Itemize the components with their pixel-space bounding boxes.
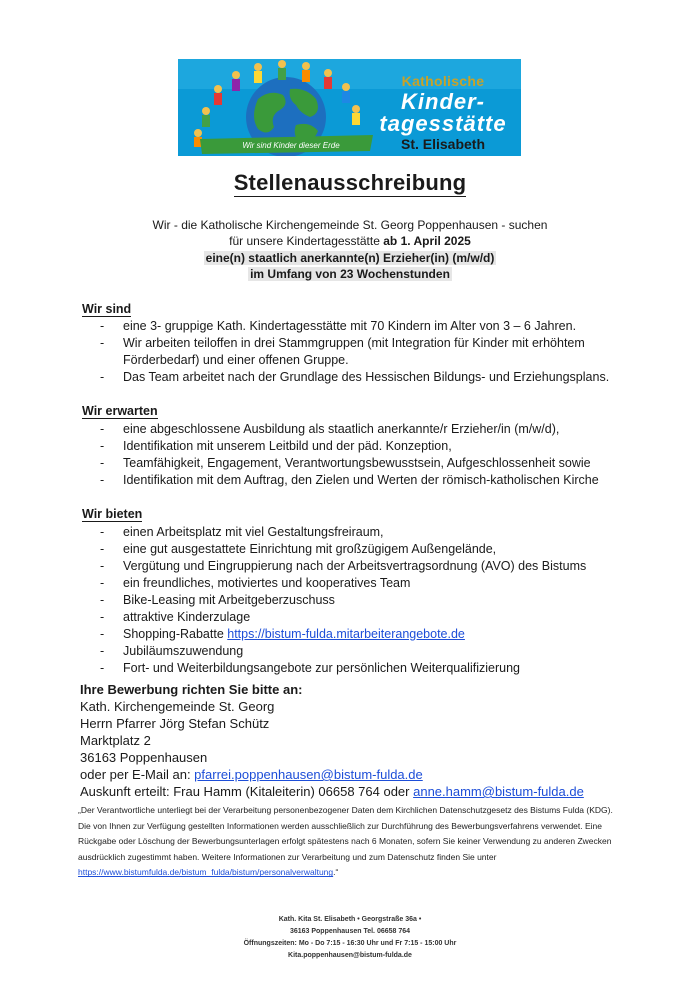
privacy-notice: „Der Verantwortliche unterliegt bei der Verarbeitung personenbezogener Daten dem Kirchlichen Datenschutzgesetz des Bistums Fulda (KDG). Die von Ihnen zur Verfügung gestellten Informationen werden ausschließlich zur Durchführung des Bewerbungsverfahrens verwendet. Eine Rückgabe oder Löschung der Bewerbungsunterlagen erfolgt spätestens nach 6 Monaten, sofern Sie keiner Verwendung zu anderen Zwecken ausdrücklich zugestimmt haben. Weitere Informationen zur Verarbeitung und zum Datenschutz finden Sie unter https://www.bistumfulda.de/bistum_fulda/bistum/personalverwaltung.“ bbox=[78, 805, 613, 878]
job-posting-page: Katholische Kinder- tagesstätte St. Elisabeth Wir sind Kinder dieser Erde Stellenausschreibung Wir - die Katholische Kirchengemeinde St. Georg Poppenhausen - suchen für unsere Kindertagesstätte ab 1. April 2025 eine(n) staatlich anerkannte(n) Erzieher(in) (m/w/d) im Umfang von 23 Wochenstunden Wir sind - eine 3- gruppige Kath. Kindertagesstätte mit 70 Kindern im Alter von 3 – 6 Jahren. - Wir arbeiten teiloffen in drei Stammgruppen (mit Integration für Kinder mit erhöhtem Förderbedarf) und einer offenen Gruppe. - Das Team arbeitet nach der Grundlage des Hessischen Bildungs- und Erziehungsplans. Wir erwarten - eine abgeschlossene Ausbildung als staatlich anerkannte/r Erzieher/in (m/w/d), - Identifikation mit unserem Leitbild und der päd. Konzeption, - Teamfähigkeit, Engagement, Verantwortungsbewusstsein, Aufgeschlossenheit sowie - Identifikation mit dem Auftrag, den Zielen und Werten der römisch-katholischen Kirche Wir bieten - einen Arbeitsplatz mit viel Gestaltungsfreiraum, - eine gut ausgestattete Einrichtung mit großzügigem Außengelände, - Vergütung und Eingruppierung nach der Arbeitsvertragsordnung (AVO) des Bistums - ein freundliches, motiviertes und kooperatives Team - Bike-Leasing mit Arbeitgeberzuschuss - attraktive Kinderzulage - Shopping-Rabatte https://bistum-fulda.mitarbeiterangebote.de - Jubiläumszuwendung - Fort- und Weiterbildungsangebote zur persönlichen Weiterqualifizierung Ihre Bewerbung richten Sie bitte an: Kath. Kirchengemeinde St. Georg Herrn Pfarrer Jörg Stefan Schütz Marktplatz 2 36163 Poppenhausen oder per E-Mail an: pfarrei.poppenhausen@bistum-fulda.de Auskunft erteilt: Frau Hamm (Kitaleiterin) 06658 764 oder anne.hamm@bistum-fulda.de „Der Verantwortliche unterliegt bei der Verarbeitung personenbezogener Daten dem Kirchlichen Datenschutzgesetz des Bistums Fulda (KDG). Die von Ihnen zur Verfügung gestellten Informationen werden ausschließlich zur Durchführung des Bewerbungsverfahrens verwendet. Eine Rückgabe oder Löschung der Bewerbungsunterlagen erfolgt spätestens nach 6 Monaten, sofern Sie keiner Verwendung zu anderen Zwecken ausdrücklich zugestimmt haben. Weitere Informationen zur Verarbeitung und zum Datenschutz finden Sie unter https://www.bistumfulda.de/bistum_fulda/bistum/personalverwaltung.“ Kath. Kita St. Elisabeth • Georgstraße 36a • 36163 Poppenhausen Tel. 06658 764 Öffnungszeiten: Mo - Do 7:15 - 16:30 Uhr und Fr 7:15 - 15:00 Uhr Kita.poppenhausen@bistum-fulda.de bbox=[0, 0, 700, 990]
intro-line-1: Wir - die Katholische Kirchengemeinde St. Georg Poppenhausen - suchen bbox=[152, 218, 548, 232]
logo-line-4: St. Elisabeth bbox=[400, 136, 486, 152]
intro-line-4: im Umfang von 23 Wochenstunden bbox=[250, 267, 450, 281]
footer-line-4: Kita.poppenhausen@bistum-fulda.de bbox=[288, 952, 412, 959]
logo-line-3: tagesstätte bbox=[379, 111, 507, 136]
privacy-link[interactable]: https://www.bistumfulda.de/bistum_fulda/bistum/personalverwaltung bbox=[78, 867, 334, 878]
section-heading-wir-erwarten: Wir erwarten bbox=[82, 404, 158, 418]
intro-line-3: eine(n) staatlich anerkannte(n) Erzieher(in) (m/w/d) bbox=[205, 251, 495, 265]
contact-email-link[interactable]: anne.hamm@bistum-fulda.de bbox=[413, 784, 584, 799]
section-heading-wir-sind: Wir sind bbox=[82, 302, 132, 316]
logo-line-1: Katholische bbox=[401, 73, 485, 89]
application-email-link[interactable]: pfarrei.poppenhausen@bistum-fulda.de bbox=[194, 767, 423, 782]
address-line: Marktplatz 2 bbox=[80, 733, 151, 748]
intro-line-2: für unsere Kindertagesstätte ab 1. April 2025 bbox=[229, 234, 471, 248]
section-heading-wir-bieten: Wir bieten bbox=[82, 507, 143, 521]
footer-line-3: Öffnungszeiten: Mo - Do 7:15 - 16:30 Uhr und Fr 7:15 - 15:00 Uhr bbox=[243, 940, 457, 947]
shopping-discount-link[interactable]: https://bistum-fulda.mitarbeiterangebote.de bbox=[227, 627, 465, 641]
logo-line-2: Kinder- bbox=[401, 89, 485, 114]
contact-info-line: Auskunft erteilt: Frau Hamm (Kitaleiterin) 06658 764 oder anne.hamm@bistum-fulda.de bbox=[80, 784, 584, 799]
footer-line-2: 36163 Poppenhausen Tel. 06658 764 bbox=[289, 928, 411, 935]
address-line: Kath. Kirchengemeinde St. Georg bbox=[80, 699, 275, 714]
footer-line-1: Kath. Kita St. Elisabeth • Georgstraße 36a • bbox=[278, 916, 422, 923]
logo-motto: Wir sind Kinder dieser Erde bbox=[242, 141, 340, 150]
address-line: 36163 Poppenhausen bbox=[80, 750, 208, 765]
page-title: Stellenausschreibung bbox=[233, 170, 467, 195]
address-line: Herrn Pfarrer Jörg Stefan Schütz bbox=[80, 716, 270, 731]
kita-logo bbox=[178, 59, 521, 156]
email-line: oder per E-Mail an: pfarrei.poppenhausen@bistum-fulda.de bbox=[80, 767, 423, 782]
application-heading: Ihre Bewerbung richten Sie bitte an: bbox=[80, 682, 303, 697]
